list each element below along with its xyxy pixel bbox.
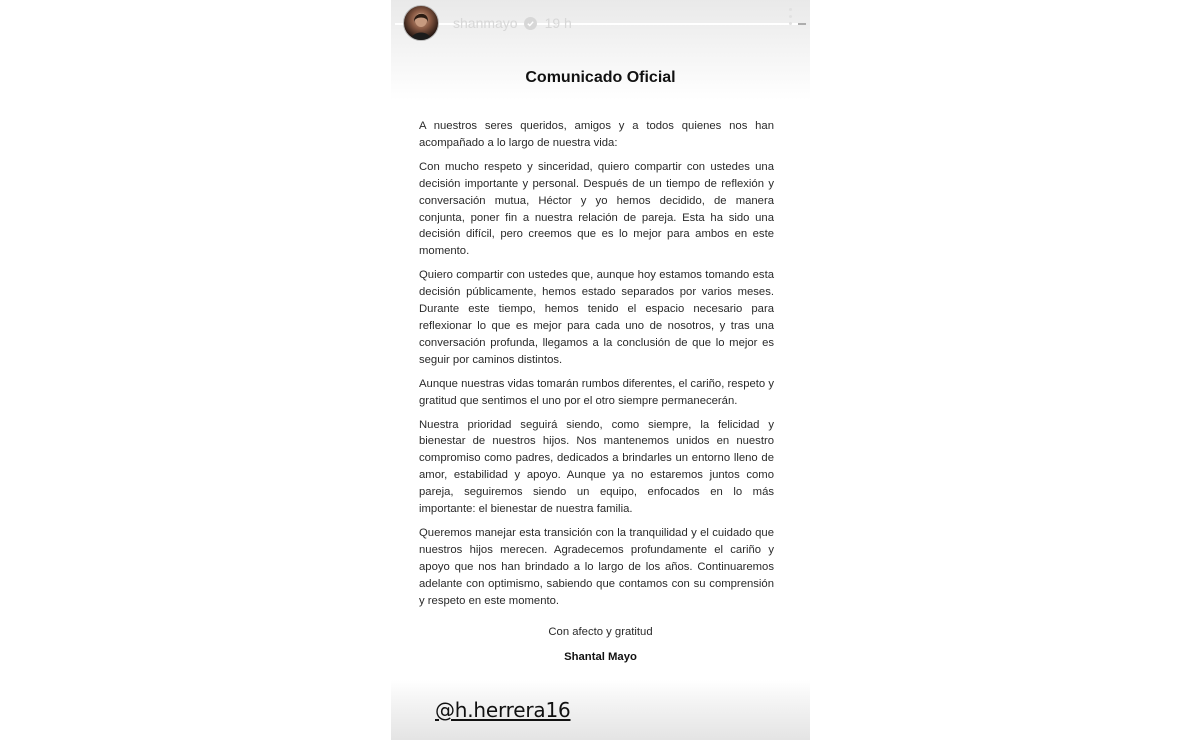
paragraph: Quiero compartir con ustedes que, aunque hoy estamos tomando esta decisión públicamente, hemos estado separados por varios meses. Durante este tiempo, hemos tenido el espacio necesario para reflexionar lo que es mejor para cada uno de nosotros, y tras una conversación profunda, llegamos a la conclusión de que lo mejor es seguir por caminos distintos. (419, 269, 774, 366)
paragraph: Con mucho respeto y sinceridad, quiero compartir con ustedes una decisión importante y personal. Después de un tiempo de reflexión y conversación mutua, Héctor y yo hemos decidido, de manera conjunta, poner fin a nuestra relación de pareja. Esta ha sido una decisión difícil, pero creemos que es lo mejor para ambos en este momento. (419, 160, 774, 258)
paragraph: Queremos manejar esta transición con la tranquilidad y el cuidado que nuestros hijos merecen. Agradecemos profundamente el cariño y apoyo que nos han brindado a lo largo de los años. Continuaremos adelante con optimismo, sabiendo que contamos con su comprensión y respeto en este momento. (419, 526, 774, 607)
document-body (419, 118, 774, 616)
document-title: Comunicado Oficial (525, 69, 676, 86)
paragraph: Aunque nuestras vidas tomarán rumbos diferentes, el cariño, respeto y gratitud que sentimos el uno por el otro siempre permanecerán. (419, 377, 774, 407)
username[interactable]: shanmayo (453, 15, 518, 31)
story-header (403, 4, 798, 42)
paragraph: Nuestra prioridad seguirá siendo, como siempre, la felicidad y bienestar de nuestros hijos. Nos mantenemos unidos en nuestro compromiso como padres, dedicados a brindarles un entorno lleno de amor, estabilidad y apoyo. Aunque ya no estaremos juntos como pareja, seguiremos siendo un equipo, enfocados en lo más importante: el bienestar de nuestra familia. (419, 418, 774, 516)
more-options-icon[interactable] (788, 8, 792, 30)
verified-badge-icon (524, 17, 537, 30)
mention-tag[interactable]: @h.herrera16 (435, 698, 571, 722)
closing-line: Con afecto y gratitud (548, 626, 653, 638)
story-viewer (391, 0, 810, 740)
post-time: 19 h (544, 15, 572, 31)
avatar[interactable] (403, 5, 439, 41)
signature: Shantal Mayo (564, 651, 637, 663)
paragraph: A nuestros seres queridos, amigos y a todos quienes nos han acompañado a lo largo de nuestra vida: (419, 120, 774, 149)
